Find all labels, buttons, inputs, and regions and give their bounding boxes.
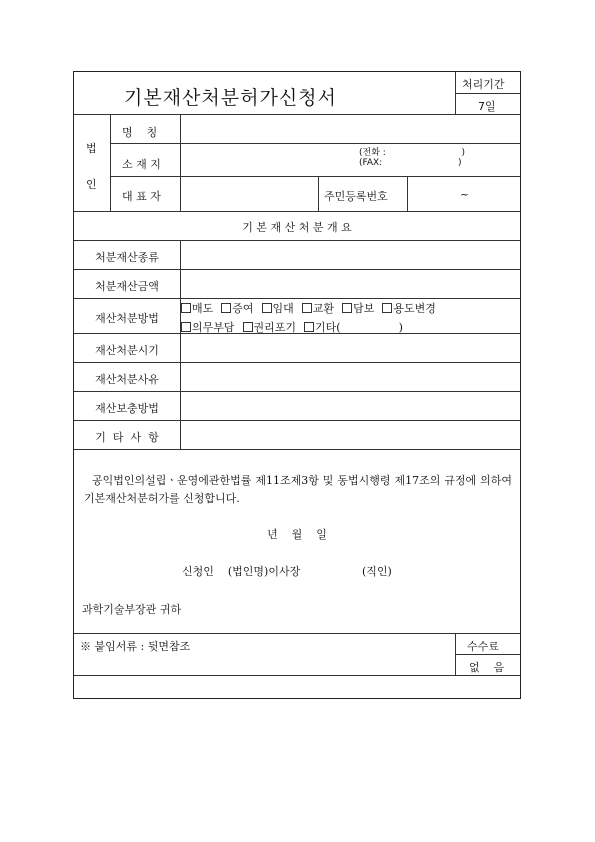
seal-mark: (직인) xyxy=(362,565,392,578)
fax-label: (FAX: xyxy=(359,158,383,168)
corp-address-label: 소 재 지 xyxy=(122,158,161,171)
asset-type-field[interactable] xyxy=(182,242,518,268)
checkbox-icon xyxy=(302,303,312,313)
application-date: 년 월 일 xyxy=(267,528,327,541)
corp-name-label: 명 칭 xyxy=(122,126,158,139)
method-option[interactable]: 증여 xyxy=(221,300,253,316)
corp-side-label-1: 법 xyxy=(86,142,97,155)
fee-value: 없 음 xyxy=(469,661,505,674)
row-label-disposal-method: 재산처분방법 xyxy=(95,312,159,325)
disposal-time-field[interactable] xyxy=(182,335,518,361)
checkbox-icon xyxy=(342,303,352,313)
overview-heading: 기 본 재 산 처 분 개 요 xyxy=(242,221,352,234)
methods-line-1 xyxy=(181,300,444,316)
phone-close: ) xyxy=(461,148,466,158)
checkbox-icon xyxy=(382,303,392,313)
checkbox-icon xyxy=(181,322,191,332)
method-option[interactable]: 매도 xyxy=(181,300,213,316)
processing-period-value: 7일 xyxy=(478,100,496,113)
checkbox-icon xyxy=(221,303,231,313)
applicant-line: 신청인 (법인명)이사장 xyxy=(182,565,301,578)
row-label-other-notes: 기 타 사 항 xyxy=(95,431,159,444)
corp-name-field[interactable] xyxy=(182,116,518,142)
row-label-replenish-method: 재산보충방법 xyxy=(95,402,159,415)
row-label-disposal-reason: 재산처분사유 xyxy=(95,373,159,386)
disposal-reason-field[interactable] xyxy=(182,364,518,390)
fee-label: 수수료 xyxy=(467,640,499,653)
checkbox-icon xyxy=(181,303,191,313)
representative-field[interactable] xyxy=(182,178,316,209)
asset-amount-field[interactable] xyxy=(182,271,518,297)
rrn-field[interactable]: ~ xyxy=(460,188,470,201)
method-option[interactable]: 용도변경 xyxy=(382,300,436,316)
recipient-line: 과학기술부장관 귀하 xyxy=(82,603,182,616)
method-option[interactable]: 의무부담 xyxy=(181,319,235,335)
replenish-method-field[interactable] xyxy=(182,393,518,419)
rrn-label: 주민등록번호 xyxy=(324,190,388,203)
method-option[interactable]: 권리포기 xyxy=(243,319,297,335)
checkbox-icon xyxy=(262,303,272,313)
checkbox-icon xyxy=(304,322,314,332)
representative-label: 대 표 자 xyxy=(122,190,161,203)
row-label-asset-amount: 처분재산금액 xyxy=(95,280,159,293)
attachments-note: ※ 붙임서류 : 뒷면참조 xyxy=(80,640,191,653)
method-option[interactable]: 담보 xyxy=(342,300,374,316)
checkbox-icon xyxy=(243,322,253,332)
statement-body: 공익법인의설립ㆍ운영에관한법률 제11조제3항 및 동법시행령 제17조의 규정에 의하여 기본재산처분허가를 신청합니다. xyxy=(84,474,512,505)
application-form xyxy=(73,71,521,699)
method-option[interactable]: 임대 xyxy=(262,300,294,316)
row-label-asset-type: 처분재산종류 xyxy=(95,251,159,264)
phone-label: (전화 : xyxy=(359,148,386,158)
processing-period-label: 처리기간 xyxy=(462,78,505,91)
method-option[interactable]: 교환 xyxy=(302,300,334,316)
method-option-other[interactable]: 기타( ) xyxy=(304,319,403,335)
other-notes-field[interactable] xyxy=(182,422,518,448)
corp-address-field[interactable] xyxy=(182,145,352,175)
fax-close: ) xyxy=(457,158,462,168)
corp-side-label-2: 인 xyxy=(86,178,97,191)
form-title: 기본재산처분허가신청서 xyxy=(124,87,337,109)
row-label-disposal-time: 재산처분시기 xyxy=(95,344,159,357)
